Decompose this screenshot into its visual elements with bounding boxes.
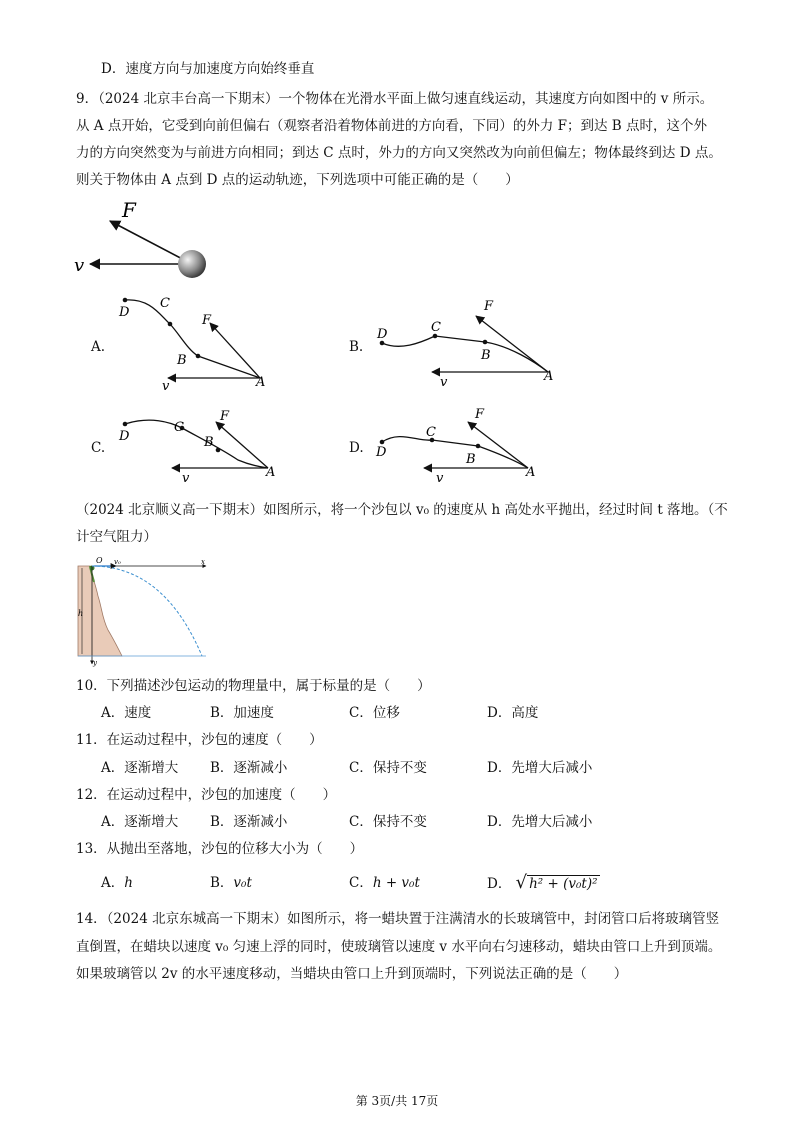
force-arrow [110, 221, 190, 263]
svg-text:B: B [204, 435, 214, 450]
svg-text:C: C [160, 296, 170, 311]
q12-option-a[interactable]: A．逐渐增大 [101, 814, 179, 830]
svg-text:F: F [475, 407, 485, 422]
svg-text:D: D [376, 445, 387, 460]
cliff [78, 566, 122, 656]
q13-stem: 13．从抛出至落地，沙包的位移大小为（ ） [76, 841, 364, 857]
q9-stem-line-3: 力的方向突然变为与前进方向相同；到达 C 点时，外力的方向又突然改为向前但偏左；物体最终到达 D 点。 [76, 145, 722, 161]
page-footer: 第 3页/共 17页 [355, 1094, 439, 1108]
svg-text:F: F [202, 313, 212, 328]
svg-text:v: v [162, 379, 170, 394]
svg-text:A: A [266, 465, 276, 480]
svg-text:v: v [182, 471, 190, 486]
svg-text:F: F [484, 299, 494, 314]
svg-text:D: D [377, 327, 388, 342]
svg-text:C: C [426, 425, 436, 440]
q9-stem-line-1: 9．（2024 北京丰台高一下期末）一个物体在光滑水平面上做匀速直线运动，其速度方向如图中的 v 所示。 [76, 91, 714, 107]
prev-option-d: D．速度方向与加速度方向始终垂直 [101, 61, 315, 77]
sqrt-symbol: √ [515, 872, 528, 893]
svg-text:A: A [256, 375, 266, 390]
svg-text:y: y [93, 659, 97, 667]
q13-option-b[interactable]: B．v₀t [210, 875, 252, 891]
q9-option-d-letter: D. [349, 440, 364, 456]
svg-text:B: B [466, 452, 476, 467]
q12-option-c[interactable]: C．保持不变 [349, 814, 427, 830]
q9-option-b-figure[interactable] [370, 296, 570, 388]
q9-stem-line-4: 则关于物体由 A 点到 D 点的运动轨迹，下列选项中可能正确的是（ ） [76, 172, 519, 188]
q10-option-d[interactable]: D．高度 [487, 705, 539, 721]
q14-stem-line-3: 如果玻璃管以 2v 的水平速度移动，当蜡块由管口上升到顶端时，下列说法正确的是（ ） [76, 966, 628, 982]
q9-main-figure [70, 195, 220, 280]
q14-stem-line-2: 直倒置，在蜡块以速度 v₀ 匀速上浮的同时，使玻璃管以速度 v 水平向右匀速移动，蜡块由管口上升到顶端。 [76, 939, 722, 955]
svg-text:B: B [177, 353, 187, 368]
intro-line-2: 计空气阻力） [76, 529, 157, 545]
q12-option-d[interactable]: D．先增大后减小 [487, 814, 593, 830]
q10-stem: 10．下列描述沙包运动的物理量中，属于标量的是（ ） [76, 678, 431, 694]
svg-text:h: h [78, 609, 84, 618]
svg-text:A: A [526, 465, 536, 480]
svg-text:C: C [431, 320, 441, 335]
q9-option-c-figure[interactable] [110, 404, 280, 484]
q10-option-a[interactable]: A．速度 [101, 705, 152, 721]
q9-stem-line-2: 从 A 点开始，它受到向前但偏右（观察者沿着物体前进的方向看，下同）的外力 F；到达 B 点时，这个外 [76, 118, 707, 134]
q9-option-d-figure[interactable] [370, 404, 570, 488]
q11-option-a[interactable]: A．逐渐增大 [101, 760, 179, 776]
q10-option-b[interactable]: B．加速度 [210, 705, 274, 721]
q11-option-d[interactable]: D．先增大后减小 [487, 760, 593, 776]
label-F: F [122, 198, 136, 222]
q9-option-a-figure[interactable] [110, 290, 280, 394]
svg-text:D: D [119, 305, 130, 320]
svg-text:C: C [174, 420, 184, 435]
q13-option-d[interactable]: D． √ h² + (v₀t)² [487, 872, 598, 893]
svg-text:D: D [119, 429, 130, 444]
projectile-figure [74, 556, 214, 668]
svg-text:A: A [544, 369, 554, 384]
intro-line-1: （2024 北京顺义高一下期末）如图所示，将一个沙包以 v₀ 的速度从 h 高处水平抛出，经过时间 t 落地。（不 [76, 502, 728, 518]
svg-text:O: O [96, 556, 103, 565]
q11-stem: 11．在运动过程中，沙包的速度（ ） [76, 732, 323, 748]
svg-text:v: v [440, 375, 448, 390]
svg-text:v₀: v₀ [114, 558, 121, 566]
q9-option-a-letter: A. [91, 339, 106, 355]
svg-text:v: v [436, 471, 444, 486]
q10-option-c[interactable]: C．位移 [349, 705, 400, 721]
q12-option-b[interactable]: B．逐渐减小 [210, 814, 288, 830]
q13-option-c[interactable]: C．h + v₀t [349, 875, 420, 891]
ball [178, 250, 206, 278]
label-v: v [74, 255, 85, 276]
q11-option-c[interactable]: C．保持不变 [349, 760, 427, 776]
q11-option-b[interactable]: B．逐渐减小 [210, 760, 288, 776]
svg-text:x: x [201, 558, 205, 566]
q13-option-a[interactable]: A．h [101, 875, 133, 891]
svg-text:F: F [220, 409, 230, 424]
q9-option-b-letter: B. [349, 339, 364, 355]
svg-text:B: B [481, 348, 491, 363]
q9-option-c-letter: C. [91, 440, 106, 456]
q12-stem: 12．在运动过程中，沙包的加速度（ ） [76, 787, 337, 803]
q14-stem-line-1: 14．（2024 北京东城高一下期末）如图所示，将一蜡块置于注满清水的长玻璃管中，封闭管口后将玻璃管竖 [76, 911, 720, 927]
